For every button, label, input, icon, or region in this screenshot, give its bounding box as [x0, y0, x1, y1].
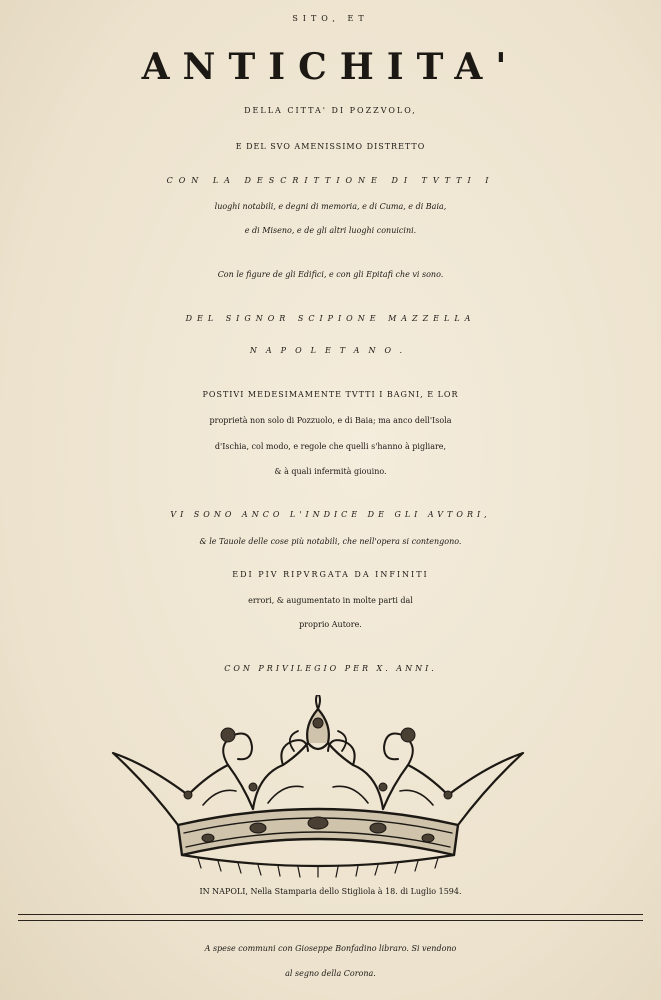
description-heading: CON LA DESCRITTIONE DI TVTTI I: [166, 176, 495, 185]
subtitle-district: E DEL SVO AMENISSIMO DISTRETTO: [235, 142, 426, 151]
figures-note: Con le figure de gli Edifici, e con gli Epitafi che vi sono.: [217, 270, 444, 279]
imprint-rule-bottom: [18, 920, 643, 921]
baths-line-2: d'Ischia, col modo, e regole che quelli s'hanno à pigliare,: [214, 442, 447, 451]
baths-heading: POSTIVI MEDESIMAMENTE TVTTI I BAGNI, E LOR: [202, 390, 459, 399]
imprint-line: IN NAPOLI, Nella Stamparia dello Stigliola à 18. di Luglio 1594.: [199, 887, 462, 896]
index-line: & le Tauole delle cose più notabili, che nell'opera si contengono.: [199, 537, 462, 546]
revision-line-1: errori, & augumentato in molte parti dal: [248, 596, 413, 605]
baths-line-3: & à quali infermità giouino.: [274, 467, 387, 476]
description-line-2: e di Miseno, e de gli altri luoghi conuicini.: [244, 226, 417, 235]
title-line-1: SITO, ET: [292, 14, 369, 23]
main-title: ANTICHITA': [141, 46, 520, 88]
crown-woodcut: [108, 695, 528, 880]
index-heading: VI SONO ANCO L'INDICE DE GLI AVTORI,: [170, 510, 491, 519]
publisher-line-1: A spese communi con Gioseppe Bonfadino libraro. Si vendono: [204, 944, 457, 953]
revision-heading: EDI PIV RIPVRGATA DA INFINITI: [232, 570, 429, 579]
description-line-1: luoghi notabili, e degni di memoria, e di Cuma, e di Baia,: [214, 202, 447, 211]
imprint-rule-top: [18, 914, 643, 915]
revision-line-2: proprio Autore.: [299, 620, 362, 629]
subtitle-city: DELLA CITTA' DI POZZVOLO,: [244, 106, 417, 115]
baths-line-1: proprietà non solo di Pozzuolo, e di Baia; ma anco dell'Isola: [209, 416, 452, 425]
author-line: DEL SIGNOR SCIPIONE MAZZELLA: [185, 314, 476, 323]
privilege-line: CON PRIVILEGIO PER X. ANNI.: [224, 664, 437, 673]
publisher-line-2: al segno della Corona.: [285, 969, 376, 978]
author-origin: NAPOLETANO.: [249, 346, 412, 355]
